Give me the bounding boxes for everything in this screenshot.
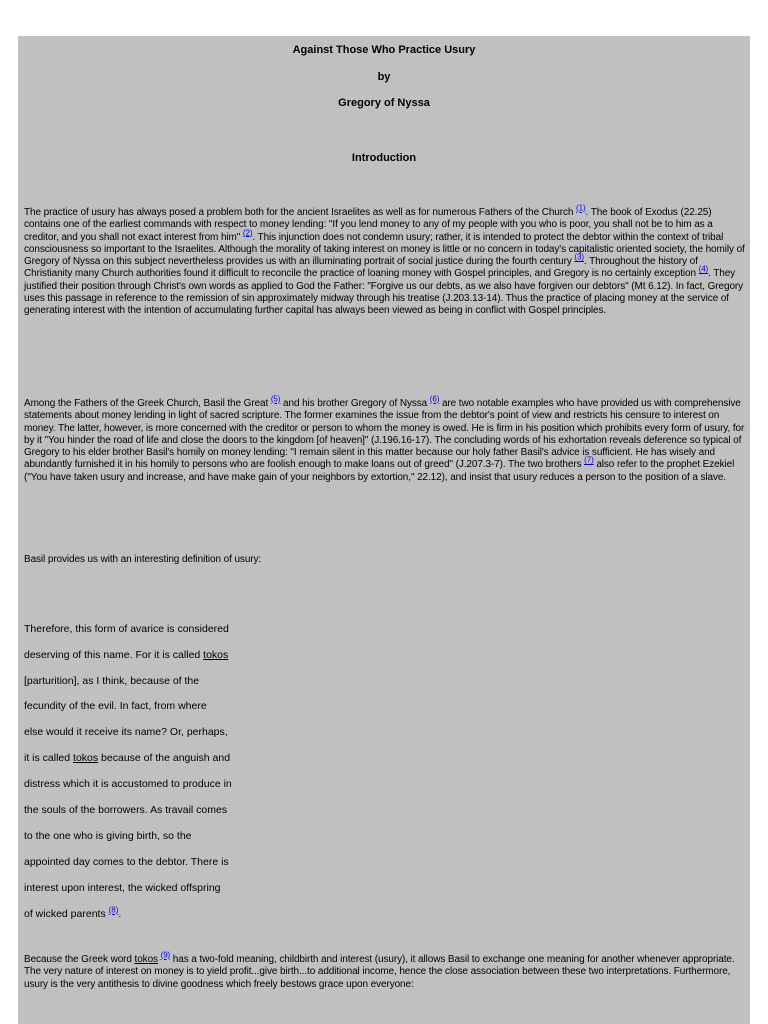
footnote-link-4[interactable]: (4) [698, 265, 709, 275]
quote-line: appointed day comes to the debtor. There is [24, 856, 229, 868]
footnote-link-1[interactable]: (1) [576, 203, 586, 213]
footnote-link-8[interactable]: (8) [108, 905, 119, 915]
footnote-link-2[interactable]: (2) [242, 228, 253, 238]
footnote-link-3[interactable]: (3) [574, 252, 584, 262]
byline: by [377, 71, 391, 83]
tokos-term: tokos [203, 649, 229, 661]
quote-line: fecundity of the evil. In fact, from where [24, 700, 207, 712]
quote-line: it is called tokos because of the anguish and [24, 752, 231, 764]
section-heading: Introduction [351, 152, 417, 164]
quote-line: distress which it is accustomed to produce in [24, 778, 232, 790]
quote-line: else would it receive its name? Or, perhaps, [24, 726, 228, 738]
quote-line: deserving of this name. For it is called tokos [24, 649, 229, 661]
quote-line: interest upon interest, the wicked offspring [24, 882, 221, 894]
footnote-link-6[interactable]: (6) [429, 394, 440, 404]
tokos-term: tokos [134, 954, 158, 965]
quote-line: of wicked parents $^{(8)}$. [24, 905, 122, 920]
quote-line: [parturition], as I think, because of the [24, 675, 200, 687]
quote-line: to the one who is giving birth, so the [24, 830, 192, 842]
paragraph-3: Basil provides us with an interesting definition of usury: [24, 554, 262, 565]
author-name: Gregory of Nyssa [338, 97, 430, 109]
footnote-link-9[interactable]: (9) [160, 950, 171, 960]
document-page [18, 36, 750, 1024]
paragraph-4: Because the Greek word tokos $^{(9)}$ has a two-fold meaning, childbirth and interest (usury), it allows Basil to exchange one meaning for another whenever appropriate. The very nature of interest on money is to yield profit...give birth...to additional income, hence the close association between these two interpretations. Furthermore, usury is the very antithesis to divine goodness which freely bestows grace upon everyone: [24, 950, 735, 990]
quote-line: the souls of the borrowers. As travail comes [24, 804, 228, 816]
footnote-link-7[interactable]: (7) [584, 456, 594, 466]
paragraph-2: Among the Fathers of the Greek Church, Basil the Great $^{(5)}$ and his brother Gregory of Nyssa $^{(6)}$ are two notable examples who have provided us with comprehensive statements about money lending in light of sacred scripture. The former examines the issue from the debtor's point of view and restricts his censure to interest on money. The latter, however, is more concerned with the creditor or person to whom the money is owed. He is firm in his position which prohibits every form of usury, for by it "You hinder the road of life and close the doors to the kingdom [of heaven]" (J.196.16-17). The concluding words of his exhortation reveals deference so typical of Gregory to his elder brother Basil's homily on money lending: "I remain silent in this matter because our holy father Basil's advice is sufficient. He has wisely and abundantly furnished it in his homily to persons who are foolish enough to make loans out of greed" (J.207.3-7). The two brothers $^{(7)}$ also refer to the prophet Ezekiel ("You have taken usury and increase, and have make gain of your neighbors by extortion," 22.12), and insist that usury reduces a person to the position of a slave. [24, 394, 745, 483]
paragraph-1: The practice of usury has always posed a problem both for the ancient Israelites as well as for numerous Fathers of the Church $^{(1)}$. The book of Exodus (22.25) contains one of the earliest commands with respect to money lending: "If you lend money to any of my people with you who is poor, you shall not be to him as a creditor, and you shall not exact interest from him" $^{(2)}$. This injunction does not condemn usury; rather, it is intended to protect the debtor within the context of tribal consciousness so important to the Israelites. Although the morality of taking interest on money is little or no concern in today's capitalistic oriented society, the homily of Gregory of Nyssa on this subject nevertheless provides us with an illuminating portrait of social justice during the fourth century $^{(3)}$. Throughout the history of Christianity many Church authorities found it difficult to reconcile the practice of loaning money with Gospel principles, and Gregory is no certainly exception $^{(4)}$. They justified their position through Christ's own words as applied to God the Father: "Forgive us our debts, as we also have forgiven our debtors" (Mt 6.12). In fact, Gregory uses this passage in reference to the remission of sin approximately midway through his treatise (J.203.13-14). Thus the practice of placing money at the service of generating interest with the intention of accumulating further capital has always been viewed as being in conflict with Gospel principles. [24, 203, 745, 317]
footnote-link-5[interactable]: (5) [270, 394, 281, 404]
document-title: Against Those Who Practice Usury [292, 44, 476, 56]
quote-line: Therefore, this form of avarice is considered [24, 623, 229, 635]
tokos-term: tokos [73, 752, 99, 764]
